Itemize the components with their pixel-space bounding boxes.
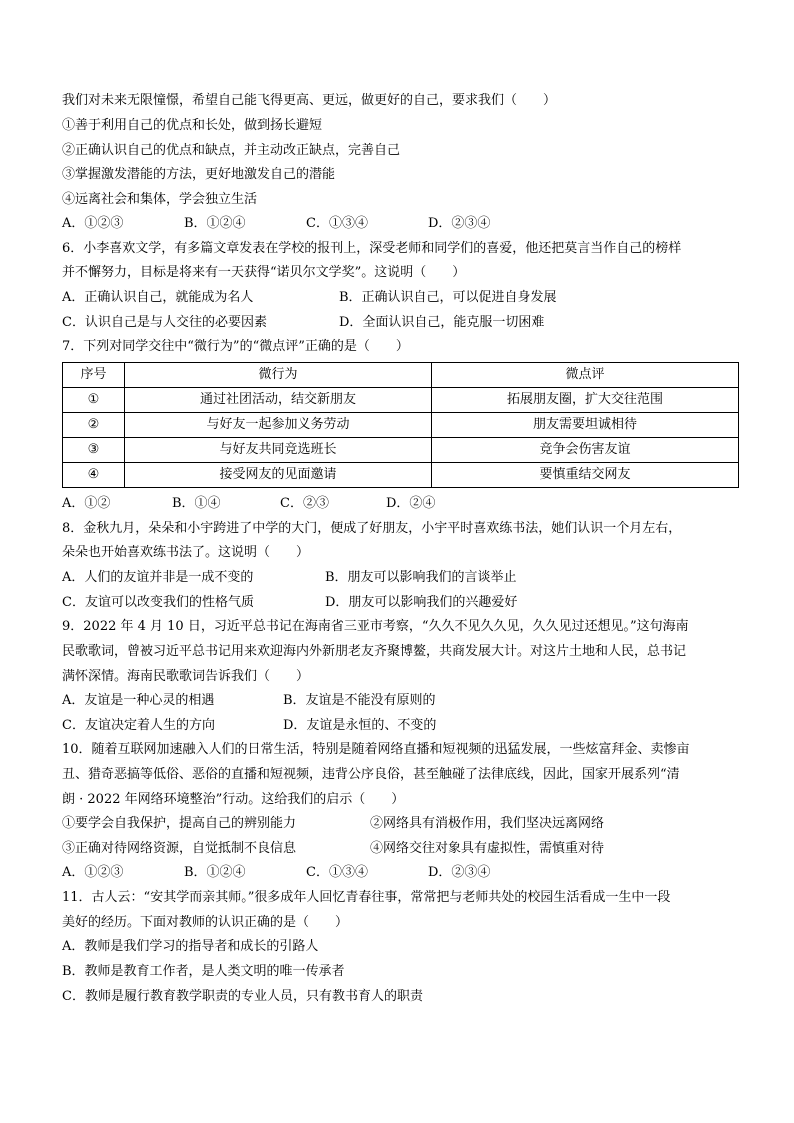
q6-option-a: A．正确认识自己，就能成为名人 [62, 290, 254, 305]
q11-stem-line-2: 美好的经历。下面对教师的认识正确的是（ ） [62, 915, 349, 930]
header-behavior: 微行为 [125, 363, 432, 388]
q10-stem-line-1: 10．随着互联网加速融入人们的日常生活，特别是随着网络直播和短视频的迅猛发展，一些炫富拜金、卖惨亩 [62, 742, 690, 757]
row-comment: 朋友需要坦诚相待 [432, 413, 739, 438]
table-row [63, 438, 739, 463]
q9-stem-line-1: 9．2022 年 4 月 10 日，习近平总书记在海南省三亚市考察，“久久不见久久见，久久见过还想见。”这句海南 [62, 619, 689, 634]
row-index: ④ [63, 463, 125, 488]
q5-option-d: D．②③④ [428, 216, 491, 231]
q11-option-a: A．教师是我们学习的指导者和成长的引路人 [62, 939, 319, 954]
q10-item-1: ①要学会自我保护，提高自己的辨别能力 [62, 816, 297, 831]
q10-option-d: D．②③④ [428, 865, 491, 880]
table-row [63, 463, 739, 488]
header-comment: 微点评 [432, 363, 739, 388]
q9-option-b: B．友谊是不能没有原则的 [283, 693, 436, 708]
q10-item-3: ③正确对待网络资源，自觉抵制不良信息 [62, 841, 297, 856]
q5-item-3: ③掌握激发潜能的方法，更好地激发自己的潜能 [62, 167, 336, 182]
row-behavior: 与好友一起参加义务劳动 [125, 413, 432, 438]
row-comment: 竞争会伤害友谊 [432, 438, 739, 463]
q5-item-4: ④远离社会和集体，学会独立生活 [62, 192, 258, 207]
row-index: ① [63, 388, 125, 413]
row-behavior: 通过社团活动，结交新朋友 [125, 388, 432, 413]
q11-option-c: C．教师是履行教育教学职责的专业人员，只有教书育人的职责 [62, 989, 423, 1004]
q10-item-2: ②网络具有消极作用，我们坚决远离网络 [370, 816, 605, 831]
q6-option-b: B．正确认识自己，可以促进自身发展 [339, 290, 557, 305]
q6-stem-line-1: 6．小李喜欢文学，有多篇文章发表在学校的报刊上，深受老师和同学们的喜爱，他还把莫言当作自己的榜样 [62, 241, 682, 256]
row-comment: 拓展朋友圈，扩大交往范围 [432, 388, 739, 413]
q10-item-4: ④网络交往对象具有虚拟性，需慎重对待 [370, 841, 605, 856]
table-header-row [63, 363, 739, 388]
q5-item-2: ②正确认识自己的优点和缺点，并主动改正缺点，完善自己 [62, 143, 401, 158]
table-row [63, 388, 739, 413]
q10-option-a: A．①②③ [62, 865, 124, 880]
q7-option-b: B．①④ [172, 496, 221, 511]
header-index: 序号 [63, 363, 125, 388]
q10-stem-line-3: 朗 · 2022 年网络环境整治”行动。这给我们的启示（ ） [62, 792, 405, 807]
q6-option-d: D．全面认识自己，能克服一切困难 [339, 315, 545, 330]
row-comment: 要慎重结交网友 [432, 463, 739, 488]
q9-stem-line-2: 民歌歌词，曾被习近平总书记用来欢迎海内外新朋老友齐聚博鳌，共商发展大计。对这片土地和人民，总书记 [62, 644, 687, 659]
q7-stem: 7．下列对同学交往中“微行为”的“微点评”正确的是（ ） [62, 339, 409, 354]
row-behavior: 与好友共同竞选班长 [125, 438, 432, 463]
q10-option-b: B．①②④ [184, 865, 246, 880]
q8-option-a: A．人们的友谊并非是一成不变的 [62, 570, 254, 585]
row-index: ③ [63, 438, 125, 463]
q9-option-d: D．友谊是永恒的、不变的 [283, 718, 437, 733]
q8-option-d: D．朋友可以影响我们的兴趣爱好 [325, 595, 518, 610]
q8-stem-line-1: 8．金秋九月，朵朵和小宇跨进了中学的大门，便成了好朋友，小宇平时喜欢练书法，她们认识一个月左右， [62, 521, 682, 536]
q7-table [62, 362, 739, 488]
q8-option-b: B．朋友可以影响我们的言谈举止 [325, 570, 517, 585]
q5-item-1: ①善于利用自己的优点和长处，做到扬长避短 [62, 118, 323, 133]
q7-option-c: C．②③ [280, 496, 329, 511]
table-row [63, 413, 739, 438]
q10-stem-line-2: 丑、猎奇恶搞等低俗、恶俗的直播和短视频，违背公序良俗，甚至触碰了法律底线，因此，国家开展系列“清 [62, 767, 680, 782]
q5-stem: 我们对未来无限憧憬，希望自己能飞得更高、更远，做更好的自己，要求我们（ ） [62, 93, 557, 108]
q11-stem-line-1: 11．古人云：“安其学而亲其师。”很多成年人回忆青春往事，常常把与老师共处的校园生活看成一生中一段 [62, 890, 671, 905]
q9-option-a: A．友谊是一种心灵的相遇 [62, 693, 215, 708]
q11-option-b: B．教师是教育工作者，是人类文明的唯一传承者 [62, 964, 345, 979]
q5-option-b: B．①②④ [184, 216, 246, 231]
q7-option-d: D．②④ [386, 496, 436, 511]
q5-option-a: A．①②③ [62, 216, 124, 231]
q7-option-a: A．①② [62, 496, 111, 511]
row-index: ② [63, 413, 125, 438]
q8-stem-line-2: 朵朵也开始喜欢练书法了。这说明（ ） [62, 545, 310, 560]
q9-option-c: C．友谊决定着人生的方向 [62, 718, 215, 733]
q10-option-c: C．①③④ [306, 865, 368, 880]
q6-option-c: C．认识自己是与人交往的必要因素 [62, 315, 267, 330]
q6-stem-line-2: 并不懈努力，目标是将来有一天获得“诺贝尔文学奖”。这说明（ ） [62, 265, 466, 280]
q5-option-c: C．①③④ [306, 216, 368, 231]
q9-stem-line-3: 满怀深情。海南民歌歌词告诉我们（ ） [62, 669, 310, 684]
row-behavior: 接受网友的见面邀请 [125, 463, 432, 488]
q8-option-c: C．友谊可以改变我们的性格气质 [62, 595, 254, 610]
